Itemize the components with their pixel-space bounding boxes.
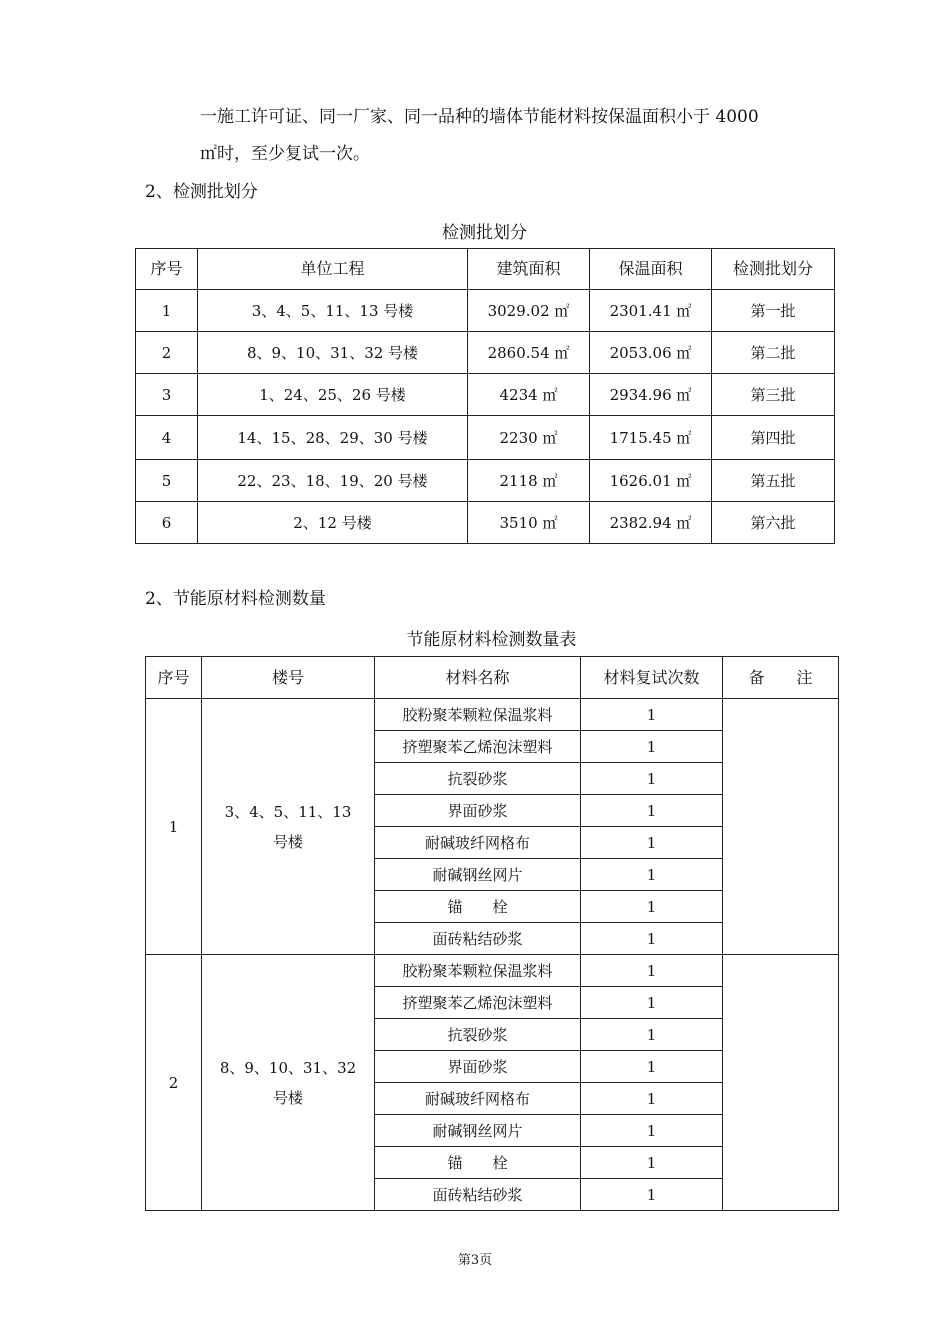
building-line-1: 3、4、5、11、13 <box>224 802 352 821</box>
material-name-cell: 挤塑聚苯乙烯泡沫塑料 <box>375 987 581 1019</box>
retest-count-cell: 1 <box>581 1083 723 1115</box>
project-cell: 22、23、18、19、20 号楼 <box>198 460 468 502</box>
retest-count-cell: 1 <box>581 1051 723 1083</box>
building-line-2: 号楼 <box>272 832 303 851</box>
retest-count-cell: 1 <box>581 891 723 923</box>
project-cell: 3、4、5、11、13 号楼 <box>198 290 468 332</box>
insulation-area-cell: 2301.41 ㎡ <box>590 290 712 332</box>
insulation-area-cell: 1715.45 ㎡ <box>590 416 712 460</box>
table-row <box>146 955 839 987</box>
material-name-cell: 胶粉聚苯颗粒保温浆料 <box>375 699 581 731</box>
building-line-2: 号楼 <box>272 1088 303 1107</box>
header-remark-cell: 备 注 <box>723 657 839 699</box>
material-name-cell: 耐碱玻纤网格布 <box>375 827 581 859</box>
batch-cell: 第一批 <box>712 290 835 332</box>
material-name-cell: 面砖粘结砂浆 <box>375 923 581 955</box>
remark-cell <box>723 955 839 1211</box>
insulation-area-cell: 2934.96 ㎡ <box>590 374 712 416</box>
retest-count-cell: 1 <box>581 859 723 891</box>
project-cell: 14、15、28、29、30 号楼 <box>198 416 468 460</box>
table-row <box>136 460 835 502</box>
retest-count-cell: 1 <box>581 987 723 1019</box>
section1-heading: 2、检测批划分 <box>145 182 258 202</box>
building-line-1: 8、9、10、31、32 <box>219 1058 357 1077</box>
material-name-cell: 胶粉聚苯颗粒保温浆料 <box>375 955 581 987</box>
building-cell <box>202 955 375 1211</box>
section2-table-title: 节能原材料检测数量表 <box>406 630 577 650</box>
material-name-cell: 耐碱钢丝网片 <box>375 1115 581 1147</box>
material-name-cell: 挤塑聚苯乙烯泡沫塑料 <box>375 731 581 763</box>
batch-division-table <box>135 248 835 544</box>
material-name-cell: 界面砂浆 <box>375 795 581 827</box>
batch-cell: 第六批 <box>712 502 835 544</box>
table-header-row <box>136 249 835 290</box>
header-retest-count-cell: 材料复试次数 <box>581 657 723 699</box>
insulation-area-cell: 2053.06 ㎡ <box>590 332 712 374</box>
material-name-cell: 锚 栓 <box>375 1147 581 1179</box>
building-area-cell: 2118 ㎡ <box>468 460 590 502</box>
seq-cell: 2 <box>136 332 198 374</box>
retest-count-cell: 1 <box>581 955 723 987</box>
batch-cell: 第三批 <box>712 374 835 416</box>
retest-count-cell: 1 <box>581 795 723 827</box>
material-name-cell: 抗裂砂浆 <box>375 1019 581 1051</box>
seq-cell: 4 <box>136 416 198 460</box>
project-cell: 1、24、25、26 号楼 <box>198 374 468 416</box>
seq-cell: 2 <box>146 955 202 1211</box>
building-area-cell: 3510 ㎡ <box>468 502 590 544</box>
seq-cell: 6 <box>136 502 198 544</box>
header-project-cell: 单位工程 <box>198 249 468 290</box>
header-seq-cell: 序号 <box>136 249 198 290</box>
retest-count-cell: 1 <box>581 731 723 763</box>
retest-count-cell: 1 <box>581 1147 723 1179</box>
header-building-cell: 楼号 <box>202 657 375 699</box>
retest-count-cell: 1 <box>581 699 723 731</box>
header-building-area-cell: 建筑面积 <box>468 249 590 290</box>
batch-cell: 第四批 <box>712 416 835 460</box>
header-material-name-cell: 材料名称 <box>375 657 581 699</box>
building-cell <box>202 699 375 955</box>
section1-table-title: 检测批划分 <box>442 223 527 243</box>
header-insulation-area-cell: 保温面积 <box>590 249 712 290</box>
header-seq-cell: 序号 <box>146 657 202 699</box>
building-area-cell: 2230 ㎡ <box>468 416 590 460</box>
table-row <box>136 502 835 544</box>
building-area-cell: 2860.54 ㎡ <box>468 332 590 374</box>
seq-cell: 5 <box>136 460 198 502</box>
retest-count-cell: 1 <box>581 1019 723 1051</box>
page-number: 第3页 <box>457 1253 493 1268</box>
seq-cell: 1 <box>146 699 202 955</box>
remark-cell <box>723 699 839 955</box>
project-cell: 2、12 号楼 <box>198 502 468 544</box>
material-count-table <box>145 656 839 1211</box>
building-area-cell: 4234 ㎡ <box>468 374 590 416</box>
table-header-row <box>146 657 839 699</box>
retest-count-cell: 1 <box>581 1115 723 1147</box>
building-area-cell: 3029.02 ㎡ <box>468 290 590 332</box>
table-row <box>136 374 835 416</box>
intro-line-1: 一施工许可证、同一厂家、同一品种的墙体节能材料按保温面积小于 4000 <box>200 107 759 127</box>
retest-count-cell: 1 <box>581 923 723 955</box>
table-row <box>136 416 835 460</box>
table-row <box>136 290 835 332</box>
table-row <box>146 699 839 731</box>
retest-count-cell: 1 <box>581 763 723 795</box>
material-name-cell: 耐碱钢丝网片 <box>375 859 581 891</box>
retest-count-cell: 1 <box>581 1179 723 1211</box>
header-batch-cell: 检测批划分 <box>712 249 835 290</box>
retest-count-cell: 1 <box>581 827 723 859</box>
material-name-cell: 锚 栓 <box>375 891 581 923</box>
material-name-cell: 界面砂浆 <box>375 1051 581 1083</box>
batch-cell: 第五批 <box>712 460 835 502</box>
batch-cell: 第二批 <box>712 332 835 374</box>
section2-heading: 2、节能原材料检测数量 <box>145 589 326 609</box>
seq-cell: 1 <box>136 290 198 332</box>
table-row <box>136 332 835 374</box>
insulation-area-cell: 2382.94 ㎡ <box>590 502 712 544</box>
project-cell: 8、9、10、31、32 号楼 <box>198 332 468 374</box>
material-name-cell: 面砖粘结砂浆 <box>375 1179 581 1211</box>
insulation-area-cell: 1626.01 ㎡ <box>590 460 712 502</box>
material-name-cell: 抗裂砂浆 <box>375 763 581 795</box>
seq-cell: 3 <box>136 374 198 416</box>
intro-line-2: ㎡时，至少复试一次。 <box>200 144 370 164</box>
material-name-cell: 耐碱玻纤网格布 <box>375 1083 581 1115</box>
